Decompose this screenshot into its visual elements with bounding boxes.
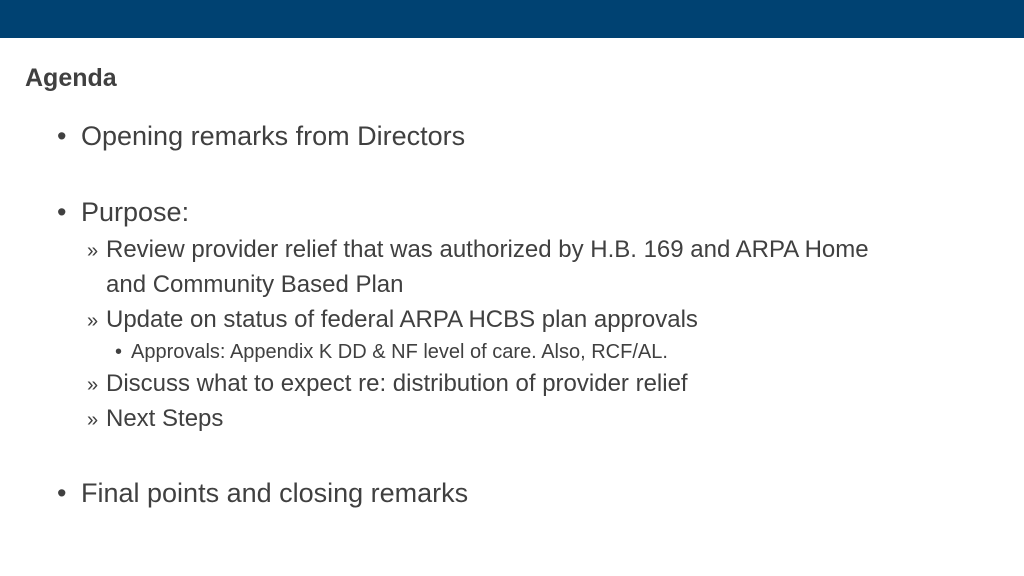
- subitem-next-steps: [87, 405, 223, 433]
- bullet-icon: •: [57, 121, 67, 151]
- double-chevron-icon: »: [87, 374, 99, 396]
- subitem-review-relief-continued: [106, 271, 404, 299]
- slide-title: Agenda: [25, 64, 117, 92]
- subitem-status-update: [87, 306, 698, 334]
- bullet-icon: •: [57, 478, 67, 508]
- double-chevron-icon: »: [87, 409, 99, 431]
- agenda-item-text: Final points and closing remarks: [81, 478, 469, 508]
- bullet-icon: •: [57, 197, 67, 227]
- subitem-text: and Community Based Plan: [106, 271, 404, 298]
- subitem-text: Next Steps: [106, 405, 224, 432]
- subitem-distribution: [87, 370, 688, 398]
- subsubitem-approvals: [115, 341, 668, 364]
- agenda-item-text: Purpose:: [81, 197, 190, 227]
- agenda-item-text: Opening remarks from Directors: [81, 121, 466, 151]
- subitem-text: Discuss what to expect re: distribution of provider relief: [106, 370, 688, 397]
- subitem-text: Review provider relief that was authorized by H.B. 169 and ARPA Home: [106, 236, 869, 263]
- double-chevron-icon: »: [87, 310, 99, 332]
- agenda-item-closing: [57, 478, 468, 509]
- subitem-review-relief: [87, 236, 869, 264]
- subitem-text: Update on status of federal ARPA HCBS plan approvals: [106, 306, 698, 333]
- agenda-item-purpose: [57, 197, 189, 228]
- double-chevron-icon: »: [87, 240, 99, 262]
- agenda-item-opening: [57, 121, 465, 152]
- subsubitem-text: Approvals: Appendix K DD & NF level of care. Also, RCF/AL.: [131, 341, 668, 363]
- bullet-icon: •: [115, 341, 123, 363]
